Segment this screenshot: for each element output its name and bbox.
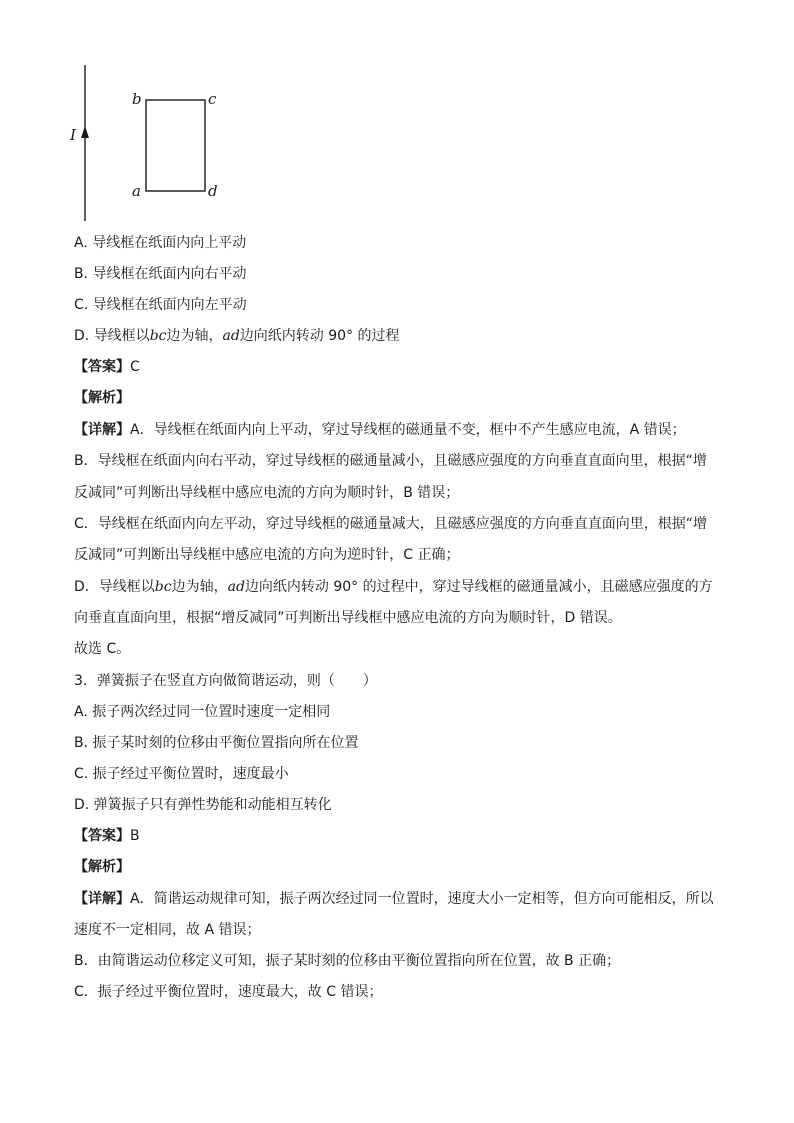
q2-detail-b-line2: 反减同”可判断出导线框中感应电流的方向为顺时针，B 错误； [74,485,460,501]
q2-detail-b-line1: B．导线框在纸面内向右平动，穿过导线框的磁通量减小，且磁感应强度的方向垂直直面向里，根据“增 [74,453,707,469]
q2-detail-a: 【详解】A．导线框在纸面内向上平动，穿过导线框的磁通量不变，框中不产生感应电流，A 错误； [74,422,686,438]
q3-detail-c: C．振子经过平衡位置时，速度最大，故 C 错误； [74,984,383,1000]
q2-detail-d-line1: D．导线框以bc边为轴，ad边向纸内转动 90° 的过程中，穿过导线框的磁通量减小，且磁感应强度的方 [74,579,713,595]
q2-option-c: C. 导线框在纸面内向左平动 [74,297,247,313]
q2-option-a: A. 导线框在纸面内向上平动 [74,235,247,251]
q2-conclusion: 故选 C。 [74,641,131,657]
q3-answer: 【答案】B [74,828,140,844]
q2-option-d: D. 导线框以bc边为轴，ad边向纸内转动 90° 的过程 [74,328,400,344]
q2-detail-d-line2: 向垂直直面向里，根据“增反减同”可判断出导线框中感应电流的方向为顺时针，D 错误。 [74,610,622,626]
q2-answer: 【答案】C [74,359,140,375]
corner-label-a: a [132,182,141,200]
current-arrow-icon [81,126,89,138]
q2-analysis-heading: 【解析】 [74,390,130,406]
q2-detail-c-line2: 反减同”可判断出导线框中感应电流的方向为逆时针，C 正确； [74,547,460,563]
q3-detail-a-line2: 速度不一定相同，故 A 错误； [74,922,261,938]
q3-option-a: A. 振子两次经过同一位置时速度一定相同 [74,704,331,720]
corner-label-c: c [208,90,217,108]
wire-loop-figure [62,62,242,227]
q2-detail-c-line1: C．导线框在纸面内向左平动，穿过导线框的磁通量减大，且磁感应强度的方向垂直直面向里，根据“增 [74,516,708,532]
q3-option-b: B. 振子某时刻的位移由平衡位置指向所在位置 [74,735,359,751]
q3-detail-a-line1: 【详解】A．简谐运动规律可知，振子两次经过同一位置时，速度大小一定相等，但方向可能相反，所以 [74,891,714,907]
q3-analysis-heading: 【解析】 [74,859,130,875]
q3-stem: 3．弹簧振子在竖直方向做简谐运动，则（ ） [74,673,377,689]
corner-label-d: d [208,182,218,200]
wire-loop-diagram [62,62,242,227]
q3-detail-b: B．由简谐运动位移定义可知，振子某时刻的位移由平衡位置指向所在位置，故 B 正确； [74,953,621,969]
current-label: I [70,126,76,144]
q3-option-c: C. 振子经过平衡位置时，速度最小 [74,766,289,782]
q3-option-d: D. 弹簧振子只有弹性势能和动能相互转化 [74,797,332,813]
q2-option-b: B. 导线框在纸面内向右平动 [74,266,247,282]
corner-label-b: b [132,90,142,108]
rectangular-loop [146,100,205,191]
